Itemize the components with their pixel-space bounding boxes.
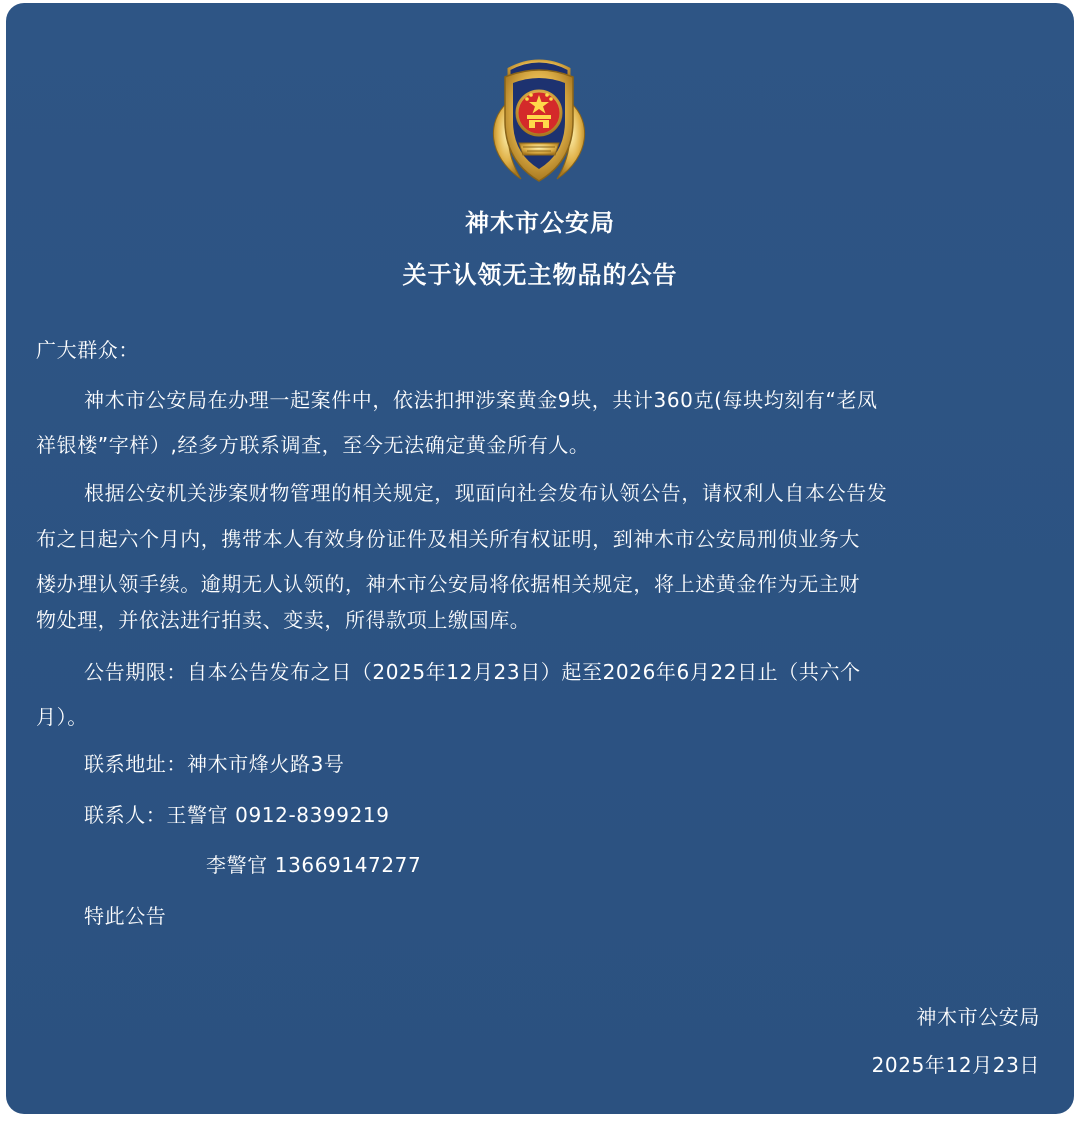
salutation: 广大群众：: [36, 338, 139, 362]
closing-text: 特此公告: [84, 904, 167, 928]
paragraph-3-line-2: 月）。: [36, 705, 88, 729]
paragraph-2-line-4: 物处理，并依法进行拍卖、变卖，所得款项上缴国库。: [36, 608, 531, 632]
paragraph-2-line-2: 布之日起六个月内，携带本人有效身份证件及相关所有权证明，到神木市公安局刑侦业务大: [36, 527, 860, 551]
paragraph-3-line-1: 公告期限：自本公告发布之日（2025年12月23日）起至2026年6月22日止（共六个: [84, 660, 861, 684]
signature: 神木市公安局: [916, 1005, 1040, 1029]
police-emblem-icon: [469, 51, 609, 191]
paragraph-2-line-3: 楼办理认领手续。逾期无人认领的，神木市公安局将依据相关规定，将上述黄金作为无主财: [36, 572, 860, 596]
paragraph-2-line-1: 根据公安机关涉案财物管理的相关规定，现面向社会发布认领公告，请权利人自本公告发: [84, 481, 888, 505]
notice-title: 关于认领无主物品的公告: [402, 261, 678, 289]
contact-person-1: 联系人：王警官 0912-8399219: [84, 803, 390, 827]
org-title: 神木市公安局: [465, 209, 615, 237]
notice-date: 2025年12月23日: [871, 1053, 1040, 1077]
paragraph-1-line-1: 神木市公安局在办理一起案件中，依法扣押涉案黄金9块，共计360克(每块均刻有“老凤: [84, 388, 878, 412]
paragraph-1-line-2: 祥银楼”字样）,经多方联系调查，至今无法确定黄金所有人。: [36, 433, 590, 457]
notice-card: [6, 3, 1074, 1114]
contact-address: 联系地址：神木市烽火路3号: [84, 752, 345, 776]
contact-person-2: 李警官 13669147277: [206, 853, 422, 877]
